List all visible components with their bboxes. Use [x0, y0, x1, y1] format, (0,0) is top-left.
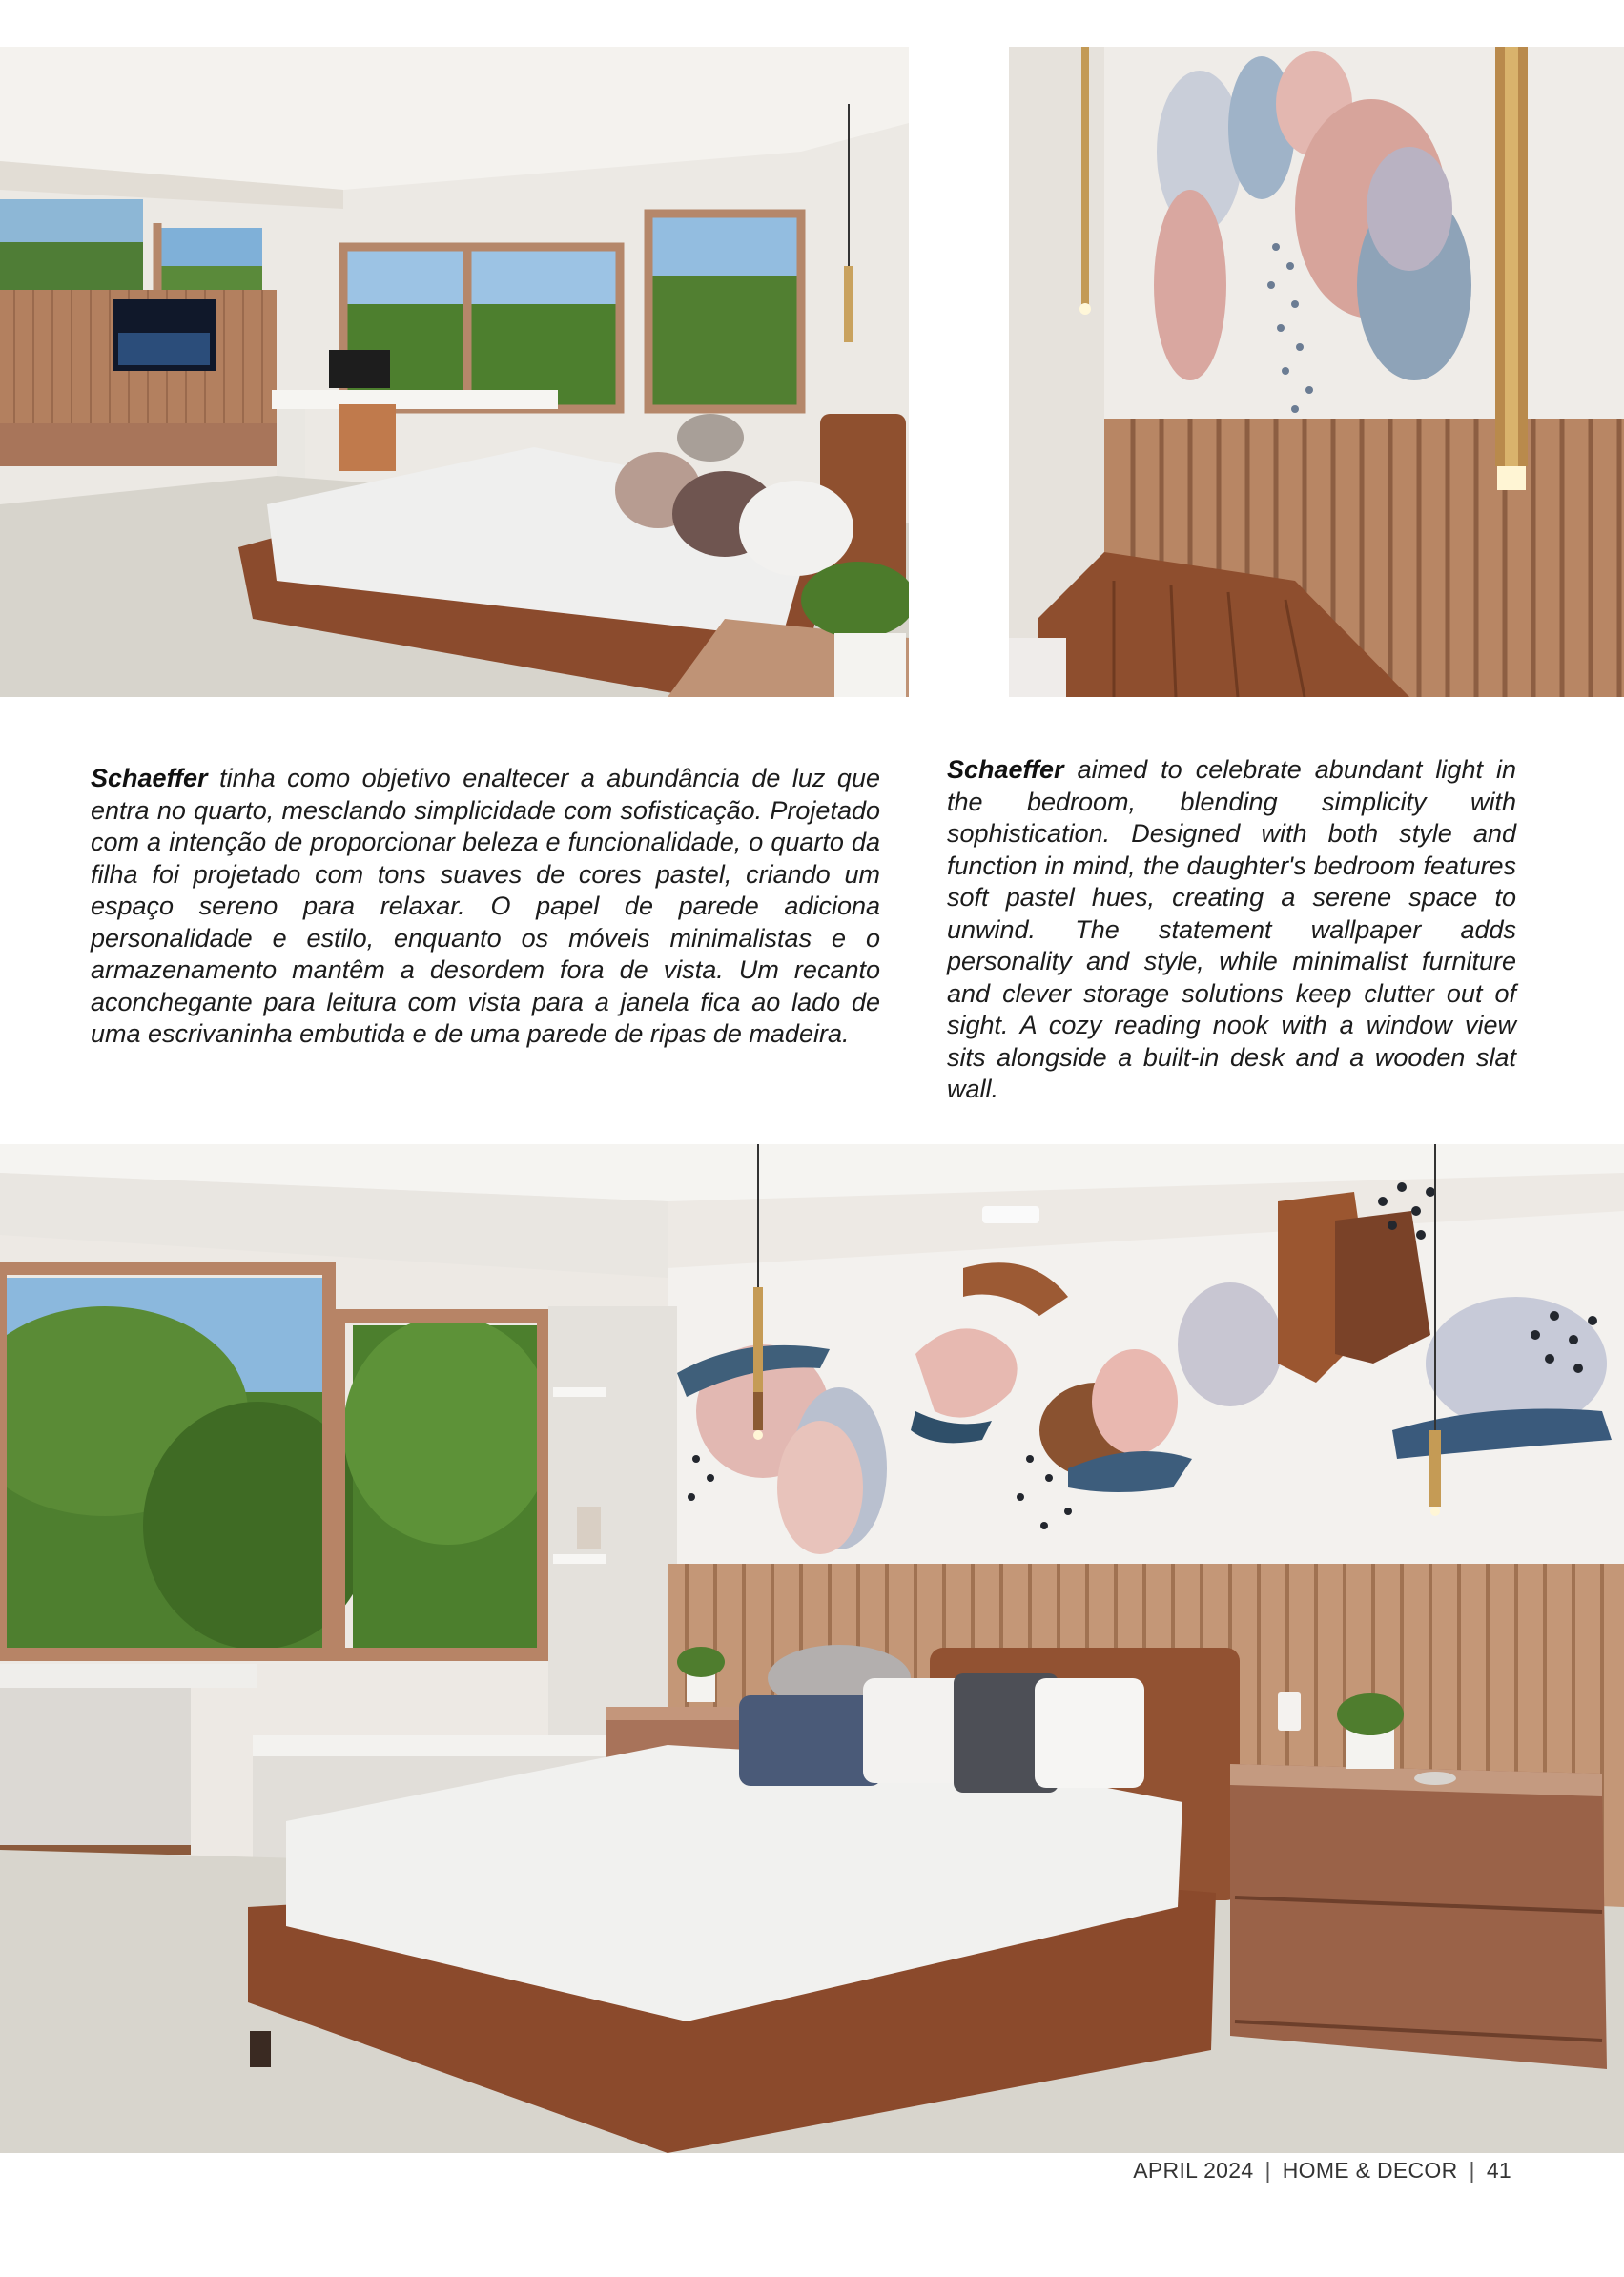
pendant-light-detail-photo — [1009, 47, 1624, 697]
designer-name-pt: Schaeffer — [91, 764, 208, 792]
bedroom-wallpaper-photo — [0, 1144, 1624, 2153]
footer-separator-2: | — [1469, 2158, 1475, 2183]
page-footer — [1133, 2158, 1511, 2184]
issue-date: APRIL 2024 — [1133, 2158, 1254, 2183]
bedroom-corner-windows-image — [0, 47, 909, 697]
bedroom-corner-windows-photo — [0, 47, 909, 697]
article-body-en: aimed to celebrate abundant light in the bedroom, blending simplicity with sophistication. Designed with both style and function in mind, the daughter's bedroom features soft pastel hues, creating a serene space to unwind. The statement wallpaper adds personality and style, while minimalist furniture and clever storage solutions keep clutter out of sight. A cozy reading nook with a window view sits alongside a built-in desk and a wooden slat wall. — [947, 755, 1516, 1103]
article-text-english — [947, 754, 1516, 1106]
footer-separator-1: | — [1264, 2158, 1271, 2183]
page-number: 41 — [1486, 2158, 1511, 2183]
pendant-light-detail-image — [1009, 47, 1624, 697]
article-body-pt: tinha como objetivo enaltecer a abundância de luz que entra no quarto, mesclando simplicidade com sofisticação. Projetado com a intenção de proporcionar beleza e funcionalidade, o quarto da filha foi projetado com tons suaves de cores pastel, criando um espaço sereno para relaxar. O papel de parede adiciona personalidade e estilo, enquanto os móveis minimalistas e o armazenamento mantêm a desordem fora de vista. Um recanto aconchegante para leitura com vista para a janela fica ao lado de uma escrivaninha embutida e de uma parede de ripas de madeira. — [91, 764, 880, 1048]
magazine-name: HOME & DECOR — [1282, 2158, 1458, 2183]
article-text-portuguese — [91, 763, 880, 1051]
bedroom-wallpaper-image — [0, 1144, 1624, 2153]
designer-name-en: Schaeffer — [947, 755, 1064, 784]
